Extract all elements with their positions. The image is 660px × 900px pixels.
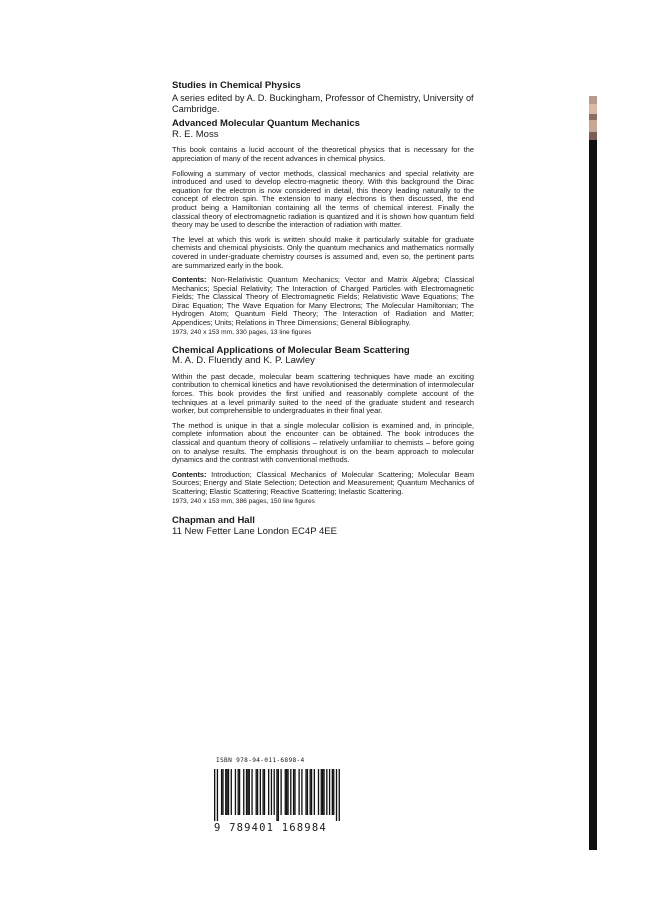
ean-right-group: 168984 bbox=[281, 822, 327, 834]
spine-band bbox=[589, 104, 597, 114]
ean-first-digit: 9 bbox=[214, 822, 222, 834]
book-author: M. A. D. Fluendy and K. P. Lawley bbox=[172, 355, 315, 367]
barcode-bar bbox=[231, 769, 232, 815]
barcode-bar bbox=[323, 769, 324, 815]
book-author: R. E. Moss bbox=[172, 128, 219, 140]
barcode-bar bbox=[286, 769, 287, 815]
barcode-bar bbox=[222, 769, 223, 815]
ean-digits bbox=[214, 822, 346, 834]
barcode-bar bbox=[321, 769, 322, 815]
barcode-bar bbox=[257, 769, 258, 815]
barcode-bar bbox=[278, 769, 279, 821]
contents-label: Contents: bbox=[172, 275, 207, 285]
barcode-bar bbox=[314, 769, 315, 815]
barcode-bar bbox=[301, 769, 302, 815]
spine-band bbox=[589, 132, 597, 140]
spine-band bbox=[589, 120, 597, 132]
book-description: Within the past decade, molecular beam scattering techniques have made an exciting contribution to chemical kinetics and have revolutionised the determination of intermolecular forces. This book provides the first unified and reasonably complete account of the techniques at a level primarily suited to the need of the graduate student and research worker, but comprehensible to undergraduates in their final year. bbox=[172, 371, 474, 416]
barcode-bar bbox=[246, 769, 247, 815]
book-spine-edge bbox=[589, 96, 597, 850]
contents-list: Introduction; Classical Mechanics of Molecular Scattering; Molecular Beam Sources; Energy and State Selection; Detection and Measurement; Quantum Mechanics of Scattering; Elastic Scattering; Reactive Scattering; Inelastic Scattering. bbox=[172, 469, 474, 496]
book-title: Advanced Molecular Quantum Mechanics bbox=[172, 118, 360, 130]
barcode-bar bbox=[285, 769, 286, 815]
spine-band bbox=[589, 96, 597, 104]
barcode-bar bbox=[287, 769, 288, 815]
isbn-text: ISBN 978-94-011-6898-4 bbox=[216, 757, 305, 764]
book-title: Chemical Applications of Molecular Beam Scattering bbox=[172, 344, 410, 356]
book-contents bbox=[172, 471, 474, 497]
barcode-bar bbox=[339, 769, 340, 821]
barcode-bar bbox=[271, 769, 272, 815]
publisher-name: Chapman and Hall bbox=[172, 514, 255, 526]
book-description: This book contains a lucid account of the theoretical physics that is necessary for the appreciation of many of the recent advances in chemical physics. bbox=[172, 145, 474, 163]
book-entry-1 bbox=[172, 119, 474, 336]
barcode-bar bbox=[228, 769, 229, 815]
barcode-bar bbox=[329, 769, 330, 815]
barcode-bar bbox=[243, 769, 244, 815]
back-cover-text bbox=[172, 80, 474, 537]
barcode-bar bbox=[262, 769, 263, 815]
barcode-bar bbox=[311, 769, 312, 815]
barcode-bar bbox=[214, 769, 215, 821]
publisher-address: 11 New Fetter Lane London EC4P 4EE bbox=[172, 525, 337, 537]
barcode-bar bbox=[251, 769, 252, 815]
ean-left-group: 789401 bbox=[229, 822, 275, 834]
barcode-block bbox=[214, 757, 346, 834]
book-contents bbox=[172, 276, 474, 328]
barcode-bar bbox=[260, 769, 261, 815]
book-description: The method is unique in that a single molecular collision is examined and, in principle, complete information about the encounter can be obtained. The book introduces the classical and quantum theory of collisions – relatively unfamiliar to chemists – before going on to analyse results. The emphasis throughout is on the beam approach to molecular dynamics and the contrast with conventional methods. bbox=[172, 420, 474, 465]
book-entry-2 bbox=[172, 346, 474, 506]
barcode-bar bbox=[256, 769, 257, 815]
barcode-bar bbox=[217, 769, 218, 821]
series-title: Studies in Chemical Physics bbox=[172, 80, 301, 91]
barcode-bar bbox=[318, 769, 319, 815]
barcode-bar bbox=[280, 769, 281, 815]
barcode-bar bbox=[333, 769, 334, 815]
barcode-bar bbox=[293, 769, 294, 815]
book-description: The level at which this work is written should make it particularly suitable for graduate chemists and chemical physicists. Only the quantum mechanics and mathematics normally covered in under-graduate chemistry courses is assumed and, even so, the pertinent parts are summarized early in the book. bbox=[172, 234, 474, 270]
barcode-bar bbox=[221, 769, 222, 815]
barcode-bar bbox=[290, 769, 291, 815]
barcode-bar bbox=[298, 769, 299, 815]
barcode-bar bbox=[294, 769, 295, 815]
barcode-bar bbox=[276, 769, 277, 821]
book-spec: 1973, 240 x 153 mm, 386 pages, 150 line figures bbox=[172, 497, 315, 505]
barcode-bar bbox=[247, 769, 248, 815]
contents-list: Non-Relativistic Quantum Mechanics; Vector and Matrix Algebra; Classical Mechanics; Special Relativity; The Interaction of Charged Particles with Electromagnetic Fields; The Classical Theory of Electromagnetic Fields; Relativistic Wave Equations; The Dirac Equation; The Wave Equation for Many Electrons; The Molecular Hamiltonian; The Hydrogen Atom; Quantum Field Theory; The Interaction of Radiation and Matter; Appendices; Units; Relations in Three Dimensions; General Bibliography. bbox=[172, 275, 474, 328]
barcode-bar bbox=[235, 769, 236, 815]
barcode-bar bbox=[274, 769, 275, 815]
series-editor: A series edited by A. D. Buckingham, Professor of Chemistry, University of Cambridge. bbox=[172, 93, 474, 114]
book-spec: 1973, 240 x 153 mm, 330 pages, 13 line figures bbox=[172, 328, 312, 336]
barcode-bar bbox=[307, 769, 308, 815]
contents-label: Contents: bbox=[172, 469, 207, 479]
barcode-bar bbox=[268, 769, 269, 815]
barcode-bar bbox=[336, 769, 337, 821]
book-description: Following a summary of vector methods, classical mechanics and special relativity are introduced and used to develop electro-magnetic theory. With this background the Dirac equation for the electron is now considered in detail, this theory leading naturally to the concept of electron spin. The extension to many electrons is then discussed, the end product being a Hamiltonian containing all the terms of chemical interest. Finally the classical theory of electromagnetic radiation is quantized and it is shown how quantum field theory may be used to describe the interaction of radiation with matter. bbox=[172, 168, 474, 230]
barcode bbox=[214, 769, 340, 821]
barcode-bar bbox=[326, 769, 327, 815]
barcode-bar bbox=[239, 769, 240, 815]
barcode-bar bbox=[332, 769, 333, 815]
barcode-bar bbox=[322, 769, 323, 815]
barcode-bar bbox=[264, 769, 265, 815]
barcode-bar bbox=[249, 769, 250, 815]
barcode-bar bbox=[238, 769, 239, 815]
barcode-bar bbox=[310, 769, 311, 815]
barcode-bar bbox=[305, 769, 306, 815]
barcode-bar bbox=[226, 769, 227, 815]
barcode-bar bbox=[225, 769, 226, 815]
